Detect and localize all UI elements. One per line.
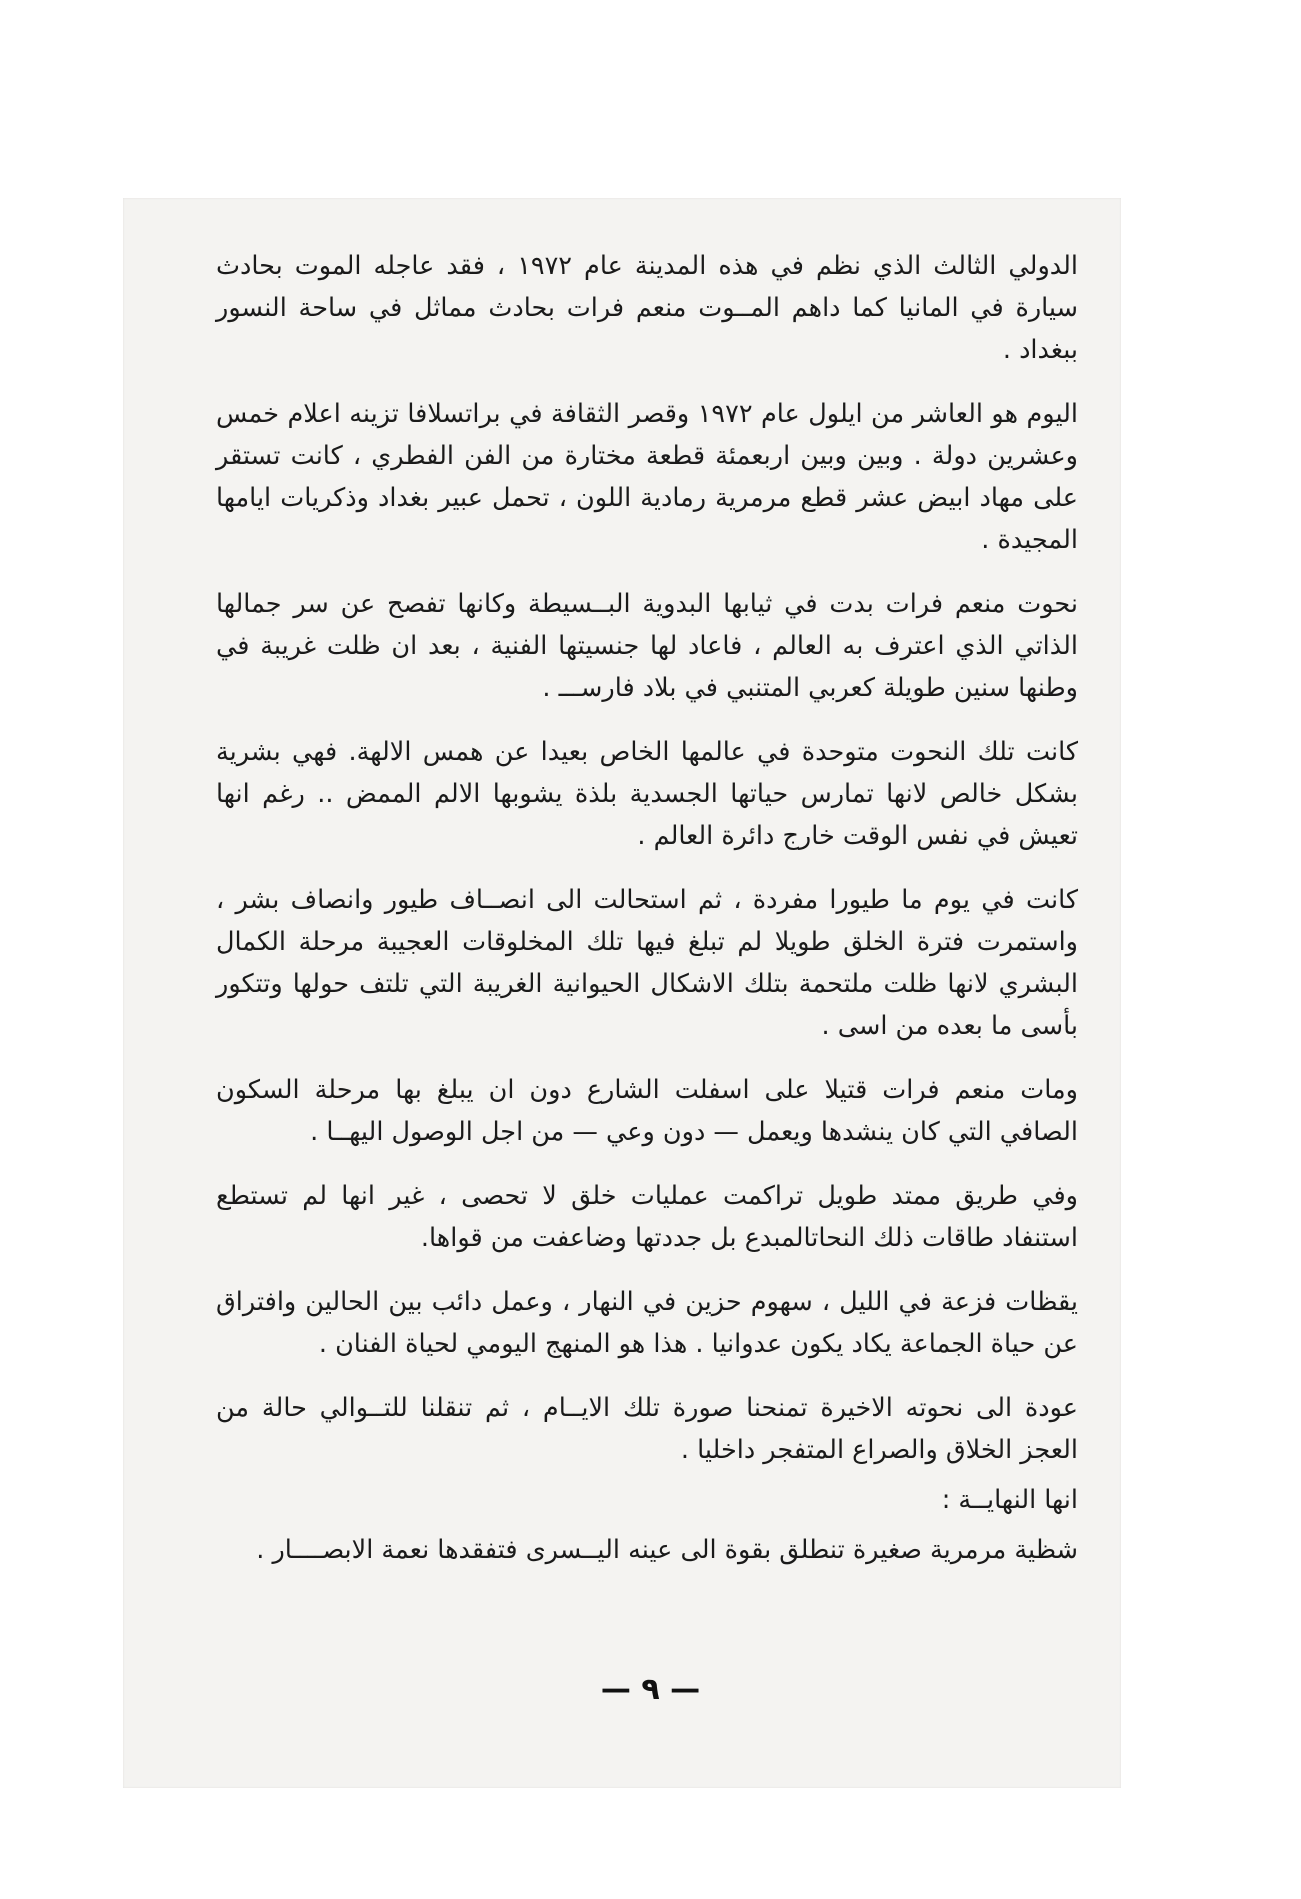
paragraph-5: كانت في يوم ما طيورا مفردة ، ثم استحالت الى انصــاف طيور وانصاف بشر ، واستمرت فترة الخلق طويلا لم تبلغ فيها تلك المخلوقات العجيبة مرحلة الكمال البشري لانها ظلت ملتحمة بتلك الاشكال الحيوانية الغريبة التي تلتف حولها وتتكور بأسى ما بعده من اسى .	[216, 885, 1078, 1041]
paragraph-2: اليوم هو العاشر من ايلول عام ١٩٧٢ وقصر الثقافة في براتسلافا تزينه اعلام خمس وعشرين دولة . وبين وبين اربعمئة قطعة مختارة من الفن الفطري ، كانت تستقر على مهاد ابيض عشر قطع مرمرية رمادية اللون ، تحمل عبير بغداد وذكريات ايامها المجيدة .	[216, 399, 1079, 555]
paragraph-7: وفي طريق ممتد طويل تراكمت عمليات خلق لا تحصى ، غير انها لم تستطع استنفاد طاقات ذلك النحاتالمبدع بل جددتها وضاعفت من قواها.	[216, 1181, 1078, 1253]
paragraph-3: نحوت منعم فرات بدت في ثيابها البدوية البــسيطة وكانها تفصح عن سر جمالها الذاتي الذي اعترف به العالم ، فاعاد لها جنسيتها الفنية ، بعد ان ظلت غريبة في وطنها سنين طويلة كعربي المتنبي في بلاد فارســـ .	[216, 589, 1078, 703]
paragraph-11: شظية مرمرية صغيرة تنطلق بقوة الى عينه اليــسرى فتفقدها نعمة الابصــــار .	[256, 1535, 1078, 1565]
paragraph-6: ومات منعم فرات قتيلا على اسفلت الشارع دون ان يبلغ بها مرحلة السكون الصافي التي كان ينشدها ويعمل — دون وعي — من اجل الوصول اليهــا .	[216, 1075, 1078, 1147]
paragraph-8: يقظات فزعة في الليل ، سهوم حزين في النهار ، وعمل دائب بين الحالين وافتراق عن حياة الجماعة يكاد يكون عدوانيا . هذا هو المنهج اليومي لحياة الفنان .	[216, 1287, 1078, 1359]
body-text	[216, 245, 1078, 1593]
paragraph-1: الدولي الثالث الذي نظم في هذه المدينة عام ١٩٧٢ ، فقد عاجله الموت بحادث سيارة في المانيا كما داهم المــوت منعم فرات بحادث مماثل في ساحة النسور ببغداد .	[216, 251, 1079, 365]
page-number: — ٩ —	[600, 1672, 701, 1707]
paragraph-10: انها النهايــة :	[941, 1485, 1078, 1515]
paragraph-9: عودة الى نحوته الاخيرة تمنحنا صورة تلك الايــام ، ثم تنقلنا للتــوالي حالة من العجز الخلاق والصراع المتفجر داخليا .	[216, 1393, 1078, 1465]
paragraph-4: كانت تلك النحوت متوحدة في عالمها الخاص بعيدا عن همس الالهة. فهي بشرية بشكل خالص لانها تمارس حياتها الجسدية بلذة يشوبها الالم الممض .. رغم انها تعيش في نفس الوقت خارج دائرة العالم .	[216, 737, 1078, 851]
